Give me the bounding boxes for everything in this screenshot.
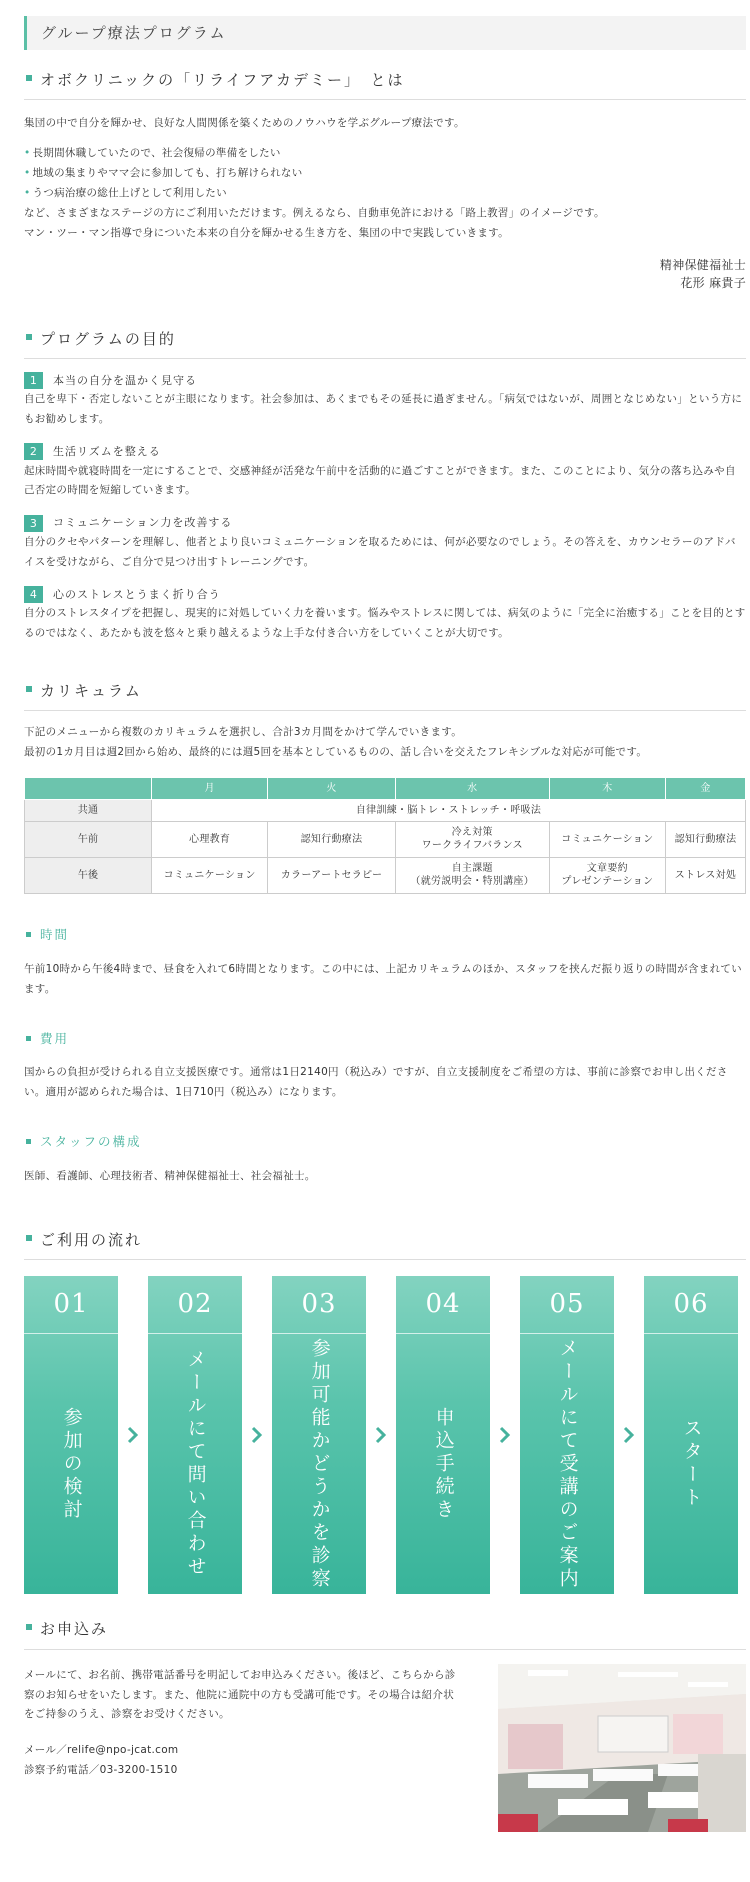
bullet-item: • うつ病治療の総仕上げとして利用したい [24, 187, 227, 200]
flow-step [396, 1276, 490, 1594]
step-number: 05 [520, 1276, 614, 1334]
apply-mail[interactable]: メール／relife@npo-jcat.com [24, 1744, 179, 1757]
purpose-item [24, 513, 746, 572]
purpose-item [24, 371, 746, 430]
apply-phone[interactable]: 診察予約電話／03-3200-1510 [24, 1764, 178, 1777]
flow-step [644, 1276, 738, 1594]
table-row [25, 821, 746, 857]
bottom-spacer [24, 1832, 746, 1882]
goal-text: 自分のストレスタイプを把握し、現実的に対処していく力を養います。悩みやストレスに関しては、病気のように「完全に治癒する」ことを目的とするのではなく、あたかも波を悠々と乗り越えるような上手な付き合い方をしていくことが大切です。 [24, 606, 746, 639]
step-number: 02 [148, 1276, 242, 1334]
purpose-heading: プログラムの目的 [24, 326, 746, 359]
curriculum-table [24, 777, 746, 894]
about-heading: オボクリニックの「リライフアカデミー」 とは [24, 67, 746, 100]
step-number: 04 [396, 1276, 490, 1334]
flow-step [272, 1276, 366, 1594]
apply-text: メールにて、お名前、携帯電話番号を明記してお申込みください。後ほど、こちらから診察のお知らせをいたします。また、他院に通院中の方も受講可能です。その場合は紹介状をご持参のうえ、診察をお受けください。 [24, 1668, 456, 1721]
table-cell: 冷え対策 ワークライフバランス [395, 821, 549, 857]
table-cell: ストレス対処 [665, 857, 745, 893]
table-cell: 心理教育 [152, 821, 268, 857]
step-label: 参加の検討 [60, 1406, 83, 1522]
goal-text: 起床時間や就寝時間を一定にすることで、交感神経が活発な午前中を活動的に過ごすことができます。また、このことにより、気分の落ち込みや自己否定の時間を短縮していきます。 [24, 464, 736, 497]
table-header-day: 月 [152, 777, 268, 799]
purpose-item [24, 585, 746, 644]
goal-text: 自己を卑下・否定しないことが主眼になります。社会参加は、あくまでもその延長に過ぎません。「病気ではないが、周囲となじめない」という方にもお勧めします。 [24, 393, 743, 426]
chevron-right-icon [614, 1426, 644, 1444]
table-header-row [25, 777, 746, 799]
step-label: 参加可能かどうかを診察 [308, 1337, 331, 1591]
table-cell: 認知行動療法 [268, 821, 396, 857]
about-bullet-list [24, 144, 746, 204]
apply-heading: お申込み [24, 1616, 746, 1649]
bullet-dot-icon: • [24, 167, 31, 180]
about-body-line: マン・ツー・マン指導で身についた本来の自分を輝かせる生き方を、集団の中で実践していきます。 [24, 226, 509, 239]
table-header-day: 火 [268, 777, 396, 799]
bullet-dot-icon: • [24, 187, 31, 200]
about-body-line: など、さまざまなステージの方にご利用いただけます。例えるなら、自動車免許における「路上教習」のイメージです。 [24, 207, 605, 219]
page-title: グループ療法プログラム [24, 16, 746, 50]
step-label: スタート [680, 1418, 703, 1511]
goal-title: コミュニケーション力を改善する [53, 516, 233, 530]
time-heading: 時間 [24, 924, 746, 946]
table-cell: カラーアートセラピー [268, 857, 396, 893]
table-header-day: 水 [395, 777, 549, 799]
bullet-item: • 長期間休職していたので、社会復帰の準備をしたい [24, 147, 281, 160]
fee-text: 国からの負担が受けられる自立支援医療です。通常は1日2140円（税込み）ですが、自立支援制度をご希望の方は、事前に診察でお申し出ください。適用が認められた場合は、1日710円（税込み）になります。 [24, 1066, 728, 1099]
bullet-dot-icon: • [24, 147, 31, 160]
step-label: 申込手続き [432, 1406, 455, 1522]
goal-title: 本当の自分を温かく見守る [53, 374, 197, 388]
flow-step [520, 1276, 614, 1594]
row-label: 共通 [25, 799, 152, 821]
step-label: メールにて問い合わせ [184, 1349, 207, 1580]
flow-steps [24, 1276, 746, 1594]
table-header-corner [25, 777, 152, 799]
goal-number-badge: 2 [24, 443, 43, 460]
goal-number-badge: 1 [24, 372, 43, 389]
goal-text: 自分のクセやパターンを理解し、他者とより良いコミュニケーションを取るためには、何が必要なのでしょう。その答えを、カウンセラーのアドバイスを受けながら、ご自分で見つけ出すトレーニングです。 [24, 535, 736, 568]
fee-heading: 費用 [24, 1028, 746, 1050]
signature [24, 256, 746, 292]
table-cell: コミュニケーション [549, 821, 665, 857]
classroom-photo [498, 1664, 746, 1832]
goal-number-badge: 4 [24, 586, 43, 603]
table-header-day: 木 [549, 777, 665, 799]
curriculum-heading: カリキュラム [24, 678, 746, 711]
step-number: 01 [24, 1276, 118, 1334]
purpose-item [24, 442, 746, 501]
chevron-right-icon [118, 1426, 148, 1444]
table-row [25, 857, 746, 893]
bullet-item: • 地域の集まりやママ会に参加しても、打ち解けられない [24, 167, 303, 180]
curriculum-text: 最初の1カ月目は週2回から始め、最終的には週5回を基本としているものの、話し合いを交えたフレキシブルな対応が可能です。 [24, 745, 648, 758]
table-cell: 自主課題 （就労説明会・特別講座） [395, 857, 549, 893]
table-cell: コミュニケーション [152, 857, 268, 893]
step-number: 03 [272, 1276, 366, 1334]
flow-heading: ご利用の流れ [24, 1227, 746, 1260]
chevron-right-icon [490, 1426, 520, 1444]
table-cell: 認知行動療法 [665, 821, 745, 857]
signature-role: 精神保健福祉士 [659, 257, 746, 272]
goal-number-badge: 3 [24, 515, 43, 532]
staff-heading: スタッフの構成 [24, 1131, 746, 1153]
step-label: メールにて受講のご案内 [556, 1337, 579, 1591]
staff-text: 医師、看護師、心理技術者、精神保健福祉士、社会福祉士。 [24, 1170, 316, 1183]
time-text: 午前10時から午後4時まで、昼食を入れて6時間となります。この中には、上記カリキュラムのほか、スタッフを挟んだ振り返りの時間が含まれています。 [24, 962, 742, 995]
chevron-right-icon [242, 1426, 272, 1444]
table-header-day: 金 [665, 777, 745, 799]
about-intro: 集団の中で自分を輝かせ、良好な人間関係を築くためのノウハウを学ぶグループ療法です。 [24, 117, 465, 130]
page-content [24, 16, 746, 1882]
row-label: 午後 [25, 857, 152, 893]
signature-name: 花形 麻貴子 [680, 275, 746, 290]
curriculum-text: 下記のメニューから複数のカリキュラムを選択し、合計3カ月間をかけて学んでいきます。 [24, 725, 463, 738]
table-cell: 自律訓練・脳トレ・ストレッチ・呼吸法 [152, 799, 746, 821]
apply-section [24, 1664, 746, 1832]
flow-step [148, 1276, 242, 1594]
table-cell: 文章要約 プレゼンテーション [549, 857, 665, 893]
apply-text-block [24, 1664, 464, 1832]
goal-title: 心のストレスとうまく折り合う [53, 587, 221, 601]
goal-title: 生活リズムを整える [53, 445, 161, 459]
flow-step [24, 1276, 118, 1594]
row-label: 午前 [25, 821, 152, 857]
step-number: 06 [644, 1276, 738, 1334]
table-row [25, 799, 746, 821]
chevron-right-icon [366, 1426, 396, 1444]
